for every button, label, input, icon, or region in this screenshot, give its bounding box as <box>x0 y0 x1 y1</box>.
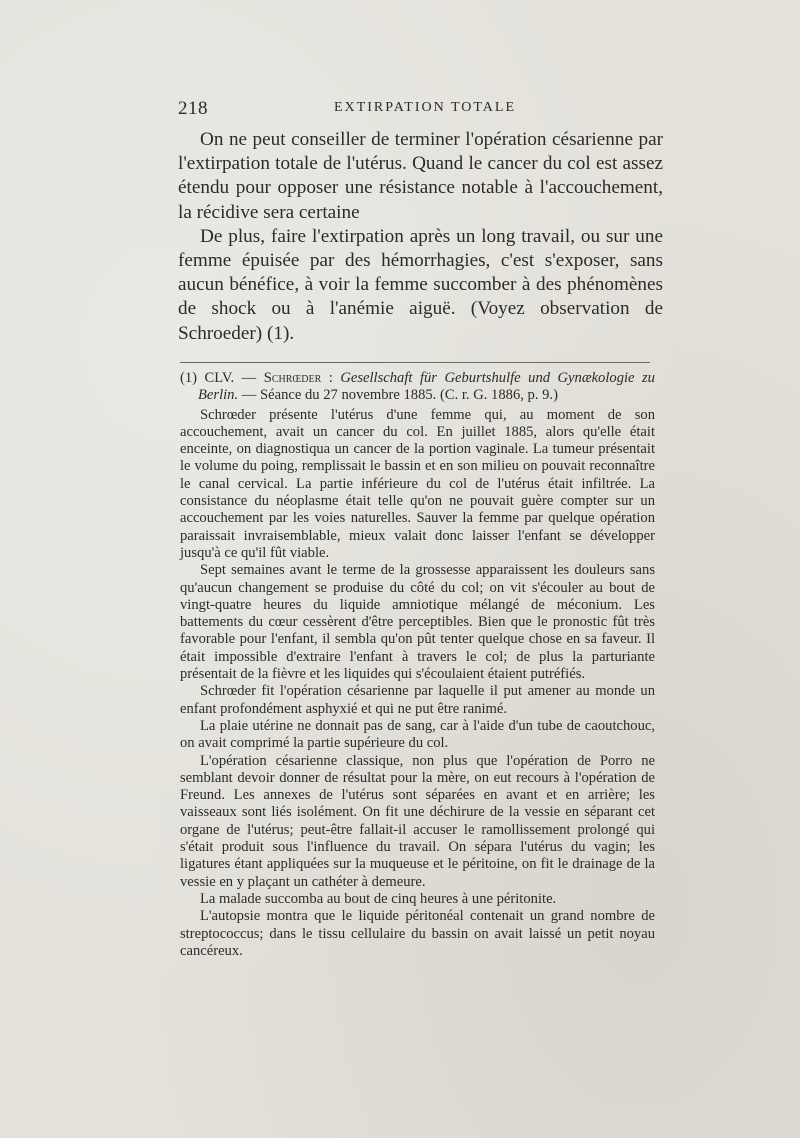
footnote-paragraph: La malade succomba au bout de cinq heures à une péritonite. <box>200 890 557 907</box>
footnote-marker: (1) <box>180 370 198 386</box>
main-text <box>178 128 663 346</box>
footnote-number: CLV. — <box>204 370 257 386</box>
footnote <box>180 370 655 960</box>
footnote-source: Gesellschaft für Geburtshulfe und Gynækologie zu Berlin. <box>198 370 655 404</box>
footnote-author: Schrœder <box>263 370 322 386</box>
footnote-paragraph: Schrœder fit l'opération césarienne par laquelle il put amener au monde un enfant profondément asphyxié et qui ne put être ranimé. <box>180 683 655 717</box>
main-paragraph: On ne peut conseiller de terminer l'opération césarienne par l'extirpation totale de l'utérus. Quand le cancer du col est assez étendu pour opposer une résistance notable à l'accouchement, la récidive sera certaine <box>178 129 663 223</box>
footnote-paragraph: Sept semaines avant le terme de la grossesse apparaissent les douleurs sans qu'aucun changement se produise du côté du col; on vit s'écouler au bout de vingt-quatre heures du liquide amniotique mélangé de méconium. Les battements du cœur cessèrent d'être perceptibles. Bien que le pronostic fût très favorable pour l'enfant, il sembla qu'on pût tenter quelque chose en sa faveur. Il était impossible d'extraire l'enfant à travers le col; de plus la parturiante présentait de la fièvre et les liquides qui s'écoulaient étaient putréfiés. <box>180 562 655 683</box>
footnote-paragraph: La plaie utérine ne donnait pas de sang, car à l'aide d'un tube de caoutchouc, on avait comprimé la partie supérieure du col. <box>180 717 655 752</box>
footnote-divider <box>180 362 650 363</box>
footnote-paragraph: L'autopsie montra que le liquide péritonéal contenait un grand nombre de streptococcus; dans le tissu cellulaire du bassin on avait laissé un petit noyau cancéreux. <box>180 908 655 959</box>
footnote-paragraph: Schrœder présente l'utérus d'une femme qui, au moment de son accouchement, avait un cancer du col. En juillet 1885, alors qu'elle était enceinte, on diagnostiqua un cancer de la portion vaginale. La tumeur présentait le volume du poing, remplissait le bassin et en son milieu on pouvait reconnaître le canal cervical. La partie inférieure du col de l'utérus était infiltrée. La consistance du néoplasme était telle qu'on ne pouvait guère compter sur un accouchement par les voies naturelles. Sauver la femme par quelque opération paraissait invraisemblable, mieux valait donc laisser l'enfant se développer jusqu'à ce qu'il fût viable. <box>180 406 655 561</box>
footnote-paragraph: L'opération césarienne classique, non plus que l'opération de Porro ne semblant devoir donner de résultat pour la mère, on eut recours à l'opération de Freund. Les annexes de l'utérus sont séparées en avant et en arrière; les vaisseaux sont liés isolément. On fit une déchirure de la vessie en séparant cet organe de l'utérus; peut-être fallait-il accuser le ramollissement prolongé qui s'était produit sous l'influence du travail. On sépara l'utérus du vagin; les ligatures étant appliquées sur la muqueuse et le péritoine, on fit le drainage de la vessie en y plaçant un cathéter à demeure. <box>180 752 655 890</box>
footnote-source-date: — Séance du 27 novembre 1885. (C. r. G. 1886, p. 9.) <box>241 387 558 404</box>
page-number: 218 <box>178 98 208 119</box>
main-paragraph: De plus, faire l'extirpation après un long travail, ou sur une femme épuisée par des hémorrhagies, c'est s'exposer, sans aucun bénéfice, à voir la femme succomber à des phénomènes de shock ou à l'anémie aiguë. (Voyez observation de Schroeder) (1). <box>178 225 663 344</box>
page-header <box>178 98 668 122</box>
running-title: EXTIRPATION TOTALE <box>334 100 517 115</box>
footnote-citation: (1) CLV. — Schrœder : Gesellschaft für Geburtshulfe und Gynækologie zu Berlin. — Séance du 27 novembre 1885. (C. r. G. 1886, p. 9.) <box>180 370 655 404</box>
